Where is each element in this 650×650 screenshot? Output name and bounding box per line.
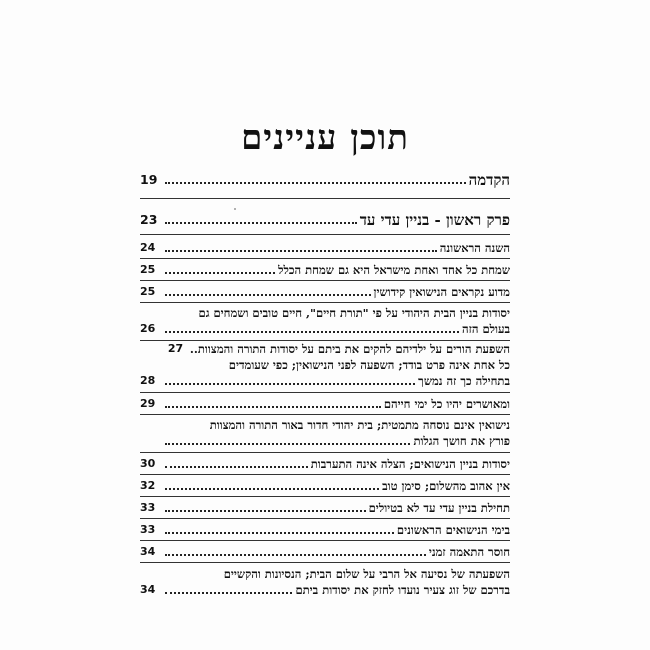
paper-speck bbox=[234, 208, 236, 210]
divider bbox=[140, 234, 510, 235]
dot-leader bbox=[165, 406, 381, 408]
toc-entry-label: כל אחת אינה פרט בודד; השפעה לפני הנישואין; כפי שעומדים bbox=[228, 358, 510, 372]
toc-entry-intro[interactable] bbox=[140, 172, 510, 188]
toc-entry[interactable] bbox=[140, 357, 510, 389]
toc-entry[interactable] bbox=[140, 478, 510, 494]
toc-entry-label: בימי הנישואים הראשונים bbox=[396, 523, 510, 537]
toc-entry[interactable] bbox=[140, 240, 510, 256]
dot-leader bbox=[165, 294, 371, 296]
toc-entry-label-cont: בדרכם של זוג צעיר נועדו לחזק את יסודות ביתם bbox=[295, 583, 510, 597]
toc-entry-label: תחילת בניין עדי עד לא בטיולים bbox=[368, 501, 510, 515]
divider bbox=[140, 302, 510, 303]
toc-entry-label: השנה הראשונה bbox=[439, 241, 510, 255]
toc-entry[interactable] bbox=[140, 566, 510, 598]
toc-entry[interactable] bbox=[140, 544, 510, 560]
dot-leader bbox=[165, 510, 366, 512]
divider bbox=[140, 280, 510, 281]
dot-leader bbox=[165, 466, 308, 468]
toc-page-number: 24 bbox=[140, 241, 156, 254]
toc-page-number: 25 bbox=[140, 263, 156, 276]
toc-page-number: 34 bbox=[140, 545, 156, 558]
divider bbox=[140, 474, 510, 475]
toc-entry-label: מדוע נקראים הנישואין קידושין bbox=[373, 285, 510, 299]
toc-page-number: 26 bbox=[140, 322, 156, 335]
toc-page-number: 32 bbox=[140, 479, 156, 492]
toc-chapter-heading[interactable] bbox=[140, 212, 510, 228]
toc-page-number: 33 bbox=[140, 501, 156, 514]
toc-entry[interactable] bbox=[140, 341, 510, 357]
toc-page-number: 33 bbox=[140, 523, 156, 536]
toc-page-number: 30 bbox=[140, 457, 156, 470]
toc-entry-label: פרק ראשון - בניין עדי עד bbox=[359, 211, 510, 229]
toc-entry-label: ומאושרים יהיו כל ימי חייהם bbox=[383, 397, 510, 411]
dot-leader bbox=[165, 331, 459, 333]
toc-entry-label: חוסר התאמה זמני bbox=[428, 545, 510, 559]
toc-entry-label-cont: פורץ את חושך הגלות bbox=[413, 434, 510, 448]
toc-page-number: 28 bbox=[140, 374, 156, 387]
toc-entry[interactable] bbox=[140, 305, 510, 337]
dot-leader bbox=[165, 488, 379, 490]
dot-leader bbox=[165, 554, 426, 556]
dot-leader bbox=[165, 222, 357, 224]
dot-leader bbox=[165, 383, 415, 385]
toc-page-number: 27 bbox=[167, 342, 184, 355]
divider bbox=[140, 414, 510, 415]
page-title: תוכן עניינים bbox=[241, 118, 409, 158]
toc-page-number: 25 bbox=[140, 285, 156, 298]
toc-entry-label: השפעתה של נסיעה אל הרבי על שלום הבית; הנסיונות והקשיים bbox=[223, 567, 510, 581]
divider bbox=[140, 496, 510, 497]
toc-entry[interactable] bbox=[140, 262, 510, 278]
toc-entry-label: אין אהוב מהשלום; סימן טוב bbox=[382, 479, 510, 493]
toc-page-number: 29 bbox=[140, 397, 156, 410]
toc-entry-label-cont: בתחילה כך זה נמשך bbox=[418, 374, 510, 388]
toc-entry-label: יסודות בניין הנישואים; הצלה אינה התערבות bbox=[310, 457, 510, 471]
toc-entry[interactable] bbox=[140, 284, 510, 300]
toc-entry-label: יסודות בניין הבית היהודי על פי "תורת חיים", חיים טובים ושמחים גם bbox=[198, 306, 510, 320]
toc-entry[interactable] bbox=[140, 417, 510, 449]
toc-entry-label: שמחת כל אחד ואחת מישראל היא גם שמחת הכלל bbox=[278, 263, 510, 277]
toc-page-number: 23 bbox=[140, 212, 158, 227]
toc-entry-label: נישואין אינם נוסחה מתמטית; בית יהודי חדור באור התורה והמצוות bbox=[209, 418, 510, 432]
dot-leader bbox=[165, 250, 437, 252]
toc-entry[interactable] bbox=[140, 522, 510, 538]
toc-entry[interactable] bbox=[140, 456, 510, 472]
divider bbox=[140, 540, 510, 541]
divider bbox=[140, 452, 510, 453]
toc-page-number: 34 bbox=[140, 583, 156, 596]
divider bbox=[140, 258, 510, 259]
toc-entry[interactable] bbox=[140, 396, 510, 412]
divider bbox=[140, 562, 510, 563]
divider bbox=[140, 198, 510, 199]
toc-entry-label-cont: בעולם הזה bbox=[462, 322, 510, 336]
toc-page-number: 19 bbox=[140, 172, 158, 187]
dot-leader bbox=[165, 272, 275, 274]
dot-leader bbox=[165, 592, 292, 594]
toc-entry-label: השפעת הורים על ילדיהם להקים את ביתם על יסודות התורה והמצוות.. bbox=[189, 342, 510, 356]
divider bbox=[140, 392, 510, 393]
divider bbox=[140, 518, 510, 519]
toc-entry[interactable] bbox=[140, 500, 510, 516]
dot-leader bbox=[165, 532, 394, 534]
toc-entry-label: הקדמה bbox=[468, 171, 510, 189]
dot-leader bbox=[165, 182, 466, 184]
dot-leader bbox=[165, 443, 410, 445]
